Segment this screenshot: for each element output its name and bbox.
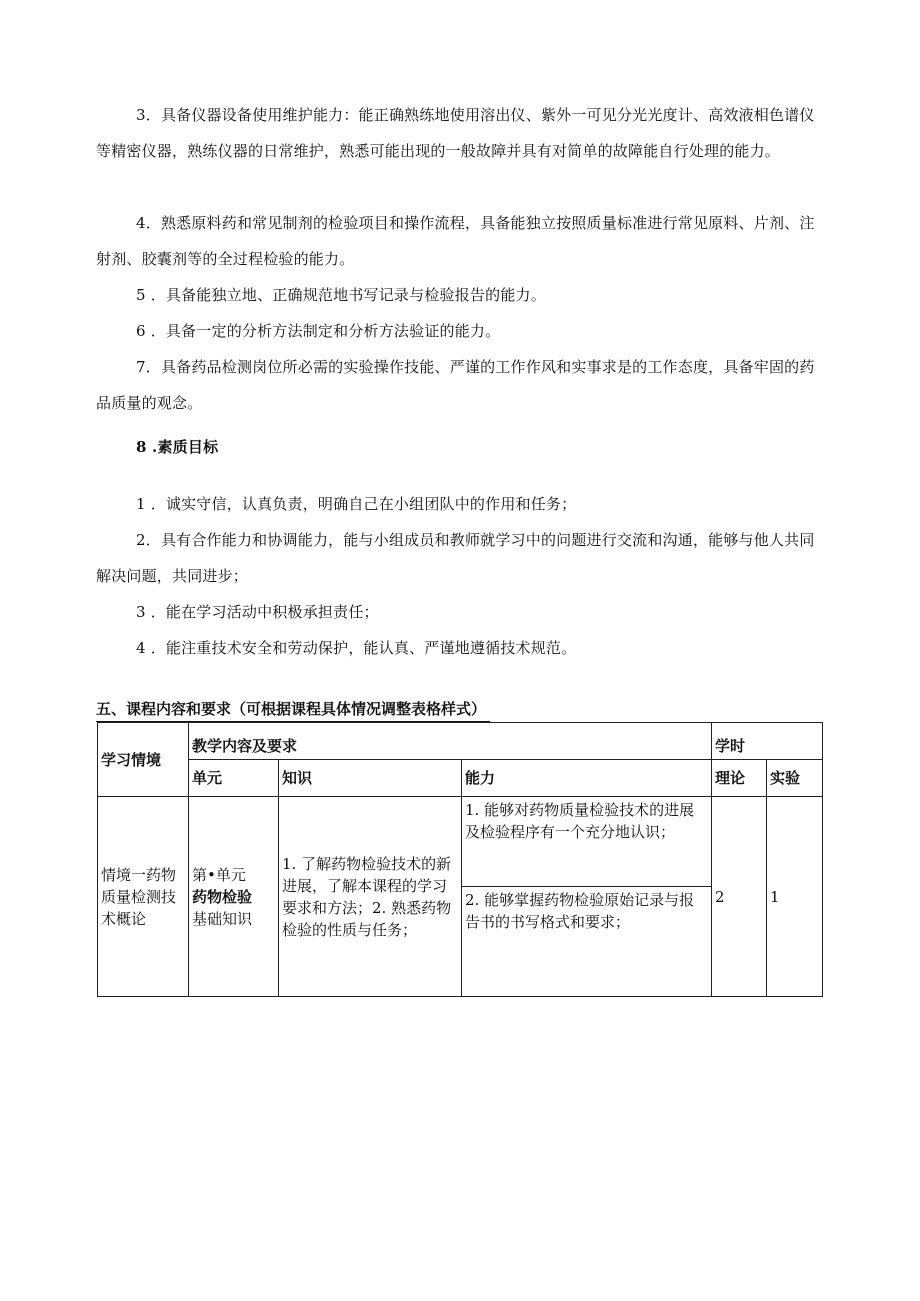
row-unit-line3: 基础知识 (192, 909, 253, 928)
row-unit (189, 797, 279, 997)
header-situation: 学习情境 (98, 723, 189, 797)
course-content-table (97, 722, 823, 997)
ability-item-6: 6 ．具备一定的分析方法制定和分析方法验证的能力。 (136, 322, 501, 340)
quality-heading: 8 .素质目标 (136, 438, 219, 456)
header-hours: 学时 (712, 723, 823, 760)
row-theory: 2 (712, 797, 767, 997)
header-content: 教学内容及要求 (189, 723, 712, 760)
row-ability-2: 2. 能够掌握药物检验原始记录与报告书的书写格式和要求； (462, 887, 712, 997)
row-unit-line1: 第•单元 (192, 865, 246, 884)
quality-item-2: 2．具有合作能力和协调能力，能与小组成员和教师就学习中的问题进行交流和沟通，能够与他人共同解决问题，共同进步； (96, 531, 815, 585)
header-knowledge: 知识 (279, 760, 462, 797)
header-ability: 能力 (462, 760, 712, 797)
section-title: 五、课程内容和要求（可根据课程具体情况调整表格样式） (96, 697, 490, 722)
row-knowledge: 1. 了解药物检验技术的新进展，了解本课程的学习要求和方法；2. 熟悉药物检验的性质与任务； (279, 797, 462, 997)
header-theory: 理论 (712, 760, 767, 797)
row-unit-line2: 药物检验 (192, 887, 253, 906)
ability-item-4: 4．熟悉原料药和常见制剂的检验项目和操作流程，具备能独立按照质量标准进行常见原料、片剂、注射剂、胶囊剂等的全过程检验的能力。 (96, 214, 815, 268)
ability-item-5: 5 ．具备能独立地、正确规范地书写记录与检验报告的能力。 (136, 286, 546, 304)
quality-item-4: 4 ．能注重技术安全和劳动保护，能认真、严谨地遵循技术规范。 (136, 639, 577, 657)
header-experiment: 实验 (767, 760, 823, 797)
header-unit: 单元 (189, 760, 279, 797)
row-situation: 情境一药物质量检测技术概论 (98, 797, 189, 997)
row-ability-1: 1. 能够对药物质量检验技术的进展及检验程序有一个充分地认识； (462, 797, 712, 887)
quality-item-3: 3 ．能在学习活动中积极承担责任； (136, 603, 379, 621)
quality-item-1: 1 ．诚实守信，认真负责，明确自己在小组团队中的作用和任务； (136, 495, 577, 513)
ability-item-3: 3．具备仪器设备使用维护能力：能正确熟练地使用溶出仪、紫外一可见分光光度计、高效液相色谱仪等精密仪器，熟练仪器的日常维护，熟悉可能出现的一般故障并具有对简单的故障能自行处理的能力。 (96, 106, 815, 160)
ability-item-7: 7．具备药品检测岗位所必需的实验操作技能、严谨的工作作风和实事求是的工作态度，具备牢固的药品质量的观念。 (96, 358, 815, 412)
row-experiment: 1 (767, 797, 823, 997)
